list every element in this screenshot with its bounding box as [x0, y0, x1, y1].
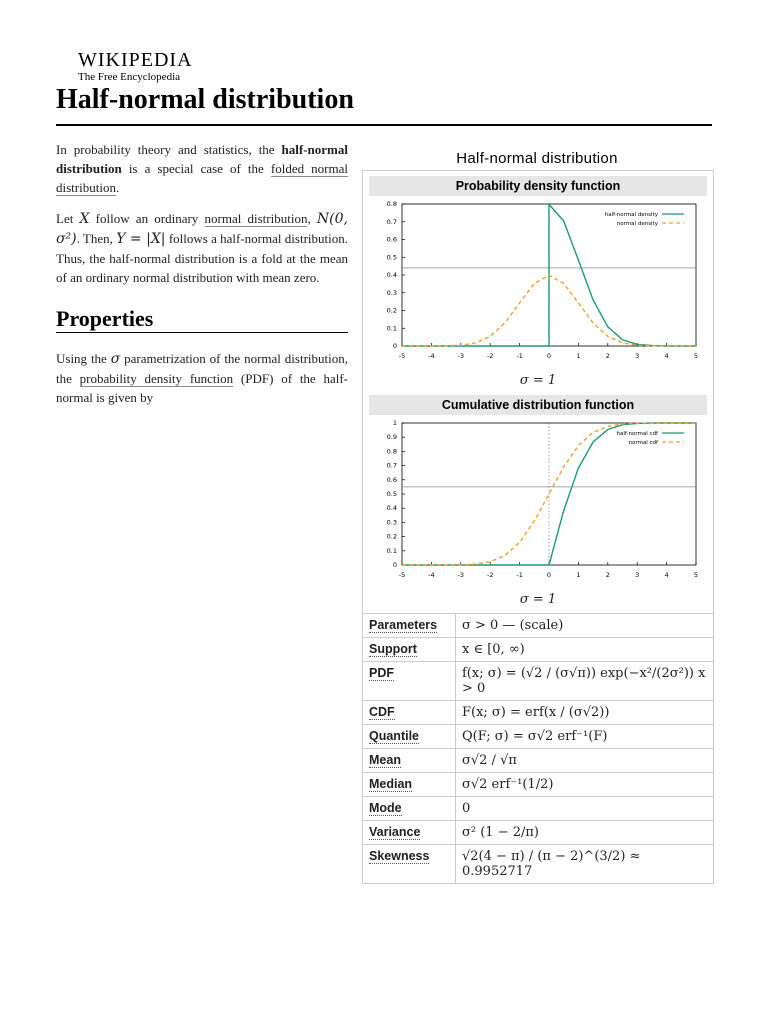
intro-text: . [115, 180, 120, 195]
row-key-link[interactable]: PDF [369, 666, 394, 680]
intro-text: follows a half-normal distribution. Thus, the half-normal distribution is a fold at the mean of an ordinary normal distribution with mean zero. [56, 231, 348, 285]
x-tick-label: 3 [635, 571, 640, 579]
row-key-cell [363, 662, 456, 701]
y-tick-label: 0.3 [386, 288, 397, 297]
row-value: Q(F; σ) = σ√2 erf⁻¹(F) [456, 725, 714, 749]
x-tick-label: 2 [605, 571, 610, 579]
intro-text: Let [56, 211, 80, 226]
table-row [363, 749, 713, 773]
table-row [363, 821, 713, 845]
wikipedia-tagline: The Free Encyclopedia [78, 71, 181, 83]
row-key-link[interactable]: Variance [369, 825, 421, 839]
y-tick-label: 1 [392, 419, 397, 427]
properties-text: (PDF) of the half-normal is given by [56, 371, 349, 405]
y-tick-label: 0.8 [386, 200, 397, 208]
row-key-link[interactable]: Quantile [369, 729, 420, 743]
y-tick-label: 0.7 [386, 461, 397, 470]
row-value: σ² (1 − 2/π) [456, 821, 714, 845]
wikipedia-wordmark: WIKIPEDIA [78, 49, 193, 71]
y-tick-label: 0.5 [386, 253, 397, 262]
properties-table [363, 613, 713, 883]
math-y-abs-x: Y = |X| [116, 231, 166, 247]
intro-text: . Then, [76, 231, 117, 246]
row-key-cell [363, 725, 456, 749]
pdf-chart-header: Probability density function [369, 176, 707, 196]
intro-paragraph-1 [56, 140, 348, 197]
y-tick-label: 0 [392, 342, 397, 350]
row-key-cell [363, 821, 456, 845]
y-tick-label: 0.8 [386, 447, 397, 456]
intro-text: is a special case of the [121, 161, 271, 176]
x-tick-label: 3 [635, 352, 640, 360]
table-row [363, 638, 713, 662]
y-tick-label: 0.4 [386, 271, 397, 279]
intro-text: follow an ordinary [89, 211, 205, 226]
table-row [363, 701, 713, 725]
intro-text: , [307, 211, 317, 226]
link-normal-distribution[interactable]: normal distribution [204, 211, 308, 226]
row-key-link[interactable]: CDF [369, 705, 395, 719]
row-key-link[interactable]: Support [369, 642, 417, 656]
properties-text: Using the [56, 351, 111, 366]
infobox-caption: Half-normal distribution [456, 150, 618, 167]
y-tick-label: 0.1 [386, 546, 397, 555]
table-row [363, 725, 713, 749]
x-tick-label: 2 [605, 352, 610, 360]
link-folded-normal-distribution[interactable]: folded normal distribution [56, 161, 348, 195]
intro-bold-term: half-normal distribution [56, 142, 348, 176]
row-value: f(x; σ) = (√2 / (σ√π)) exp(−x²/(2σ²)) x > 0 [456, 662, 714, 701]
x-tick-label: 1 [576, 352, 581, 360]
row-key-cell [363, 638, 456, 662]
article-body [56, 140, 348, 419]
x-tick-label: 1 [576, 571, 581, 579]
legend-label: half-normal density [604, 212, 658, 218]
section-divider [56, 332, 348, 333]
intro-text: In probability theory and statistics, the [56, 142, 282, 157]
math-x: X [79, 211, 90, 227]
y-tick-label: 0.1 [386, 324, 397, 333]
row-key-cell [363, 701, 456, 725]
cdf-chart[interactable] [370, 415, 706, 591]
properties-paragraph [56, 349, 348, 407]
row-value: σ√2 / √π [456, 749, 714, 773]
x-tick-label: -1 [516, 352, 523, 360]
x-tick-label: -5 [398, 571, 406, 579]
x-tick-label: 4 [664, 571, 669, 579]
link-probability-density-function[interactable]: probability density function [79, 371, 234, 386]
x-tick-label: 5 [693, 571, 699, 579]
y-tick-label: 0.5 [386, 490, 397, 498]
row-key-link[interactable]: Mean [369, 753, 401, 767]
row-key-cell [363, 797, 456, 821]
table-row [363, 614, 713, 638]
x-tick-label: -1 [516, 571, 523, 579]
row-value: σ > 0 — (scale) [456, 614, 714, 638]
row-value: σ√2 erf⁻¹(1/2) [456, 773, 714, 797]
x-tick-label: 5 [693, 352, 699, 360]
cdf-sigma-label: σ = 1 [519, 592, 557, 607]
section-heading-properties: Properties [56, 306, 154, 331]
x-tick-label: 0 [546, 571, 552, 579]
wikipedia-logo[interactable] [78, 50, 193, 83]
x-tick-label: -4 [428, 571, 435, 579]
table-row [363, 797, 713, 821]
row-key-cell [363, 749, 456, 773]
title-divider [56, 124, 712, 126]
row-key-link[interactable]: Parameters [369, 618, 438, 632]
intro-paragraph-2 [56, 209, 348, 287]
x-tick-label: -3 [457, 352, 465, 360]
x-tick-label: -3 [457, 571, 465, 579]
row-key-link[interactable]: Skewness [369, 849, 430, 863]
row-value: 0 [456, 797, 714, 821]
legend-label: normal density [616, 221, 658, 227]
row-key-cell [363, 773, 456, 797]
math-sigma: σ [110, 351, 121, 367]
y-tick-label: 0.4 [386, 504, 397, 513]
legend-label: normal cdf [628, 440, 658, 446]
table-row [363, 662, 713, 701]
x-tick-label: -4 [428, 352, 435, 360]
row-value: √2(4 − π) / (π − 2)^(3/2) ≈ 0.9952717 [456, 845, 714, 884]
infobox [362, 170, 714, 884]
row-key-cell [363, 845, 456, 884]
row-key-link[interactable]: Mode [369, 801, 402, 815]
pdf-sigma-label: σ = 1 [519, 373, 557, 388]
x-tick-label: -2 [486, 571, 494, 579]
y-tick-label: 0.9 [386, 433, 397, 442]
y-tick-label: 0 [392, 561, 397, 569]
y-tick-label: 0.7 [386, 217, 397, 226]
x-tick-label: -5 [398, 352, 406, 360]
legend-label: half-normal cdf [616, 431, 658, 437]
row-key-link[interactable]: Median [369, 777, 413, 791]
row-value: x ∈ [0, ∞) [456, 638, 714, 662]
row-value: F(x; σ) = erf(x / (σ√2)) [456, 701, 714, 725]
math-normal: N(0, σ²) [56, 211, 348, 247]
pdf-chart[interactable] [370, 196, 706, 372]
y-tick-label: 0.3 [386, 518, 397, 527]
y-tick-label: 0.2 [386, 306, 397, 315]
cdf-chart-header: Cumulative distribution function [369, 395, 707, 415]
x-tick-label: 4 [664, 352, 669, 360]
x-tick-label: 0 [546, 352, 552, 360]
row-key-cell [363, 614, 456, 638]
y-tick-label: 0.6 [386, 235, 397, 244]
properties-text: parametrization of the normal distribution, the [56, 351, 348, 386]
y-tick-label: 0.6 [386, 475, 397, 484]
table-row [363, 773, 713, 797]
table-row [363, 845, 713, 884]
x-tick-label: -2 [486, 352, 494, 360]
y-tick-label: 0.2 [386, 532, 397, 541]
page-title: Half-normal distribution [56, 84, 354, 115]
